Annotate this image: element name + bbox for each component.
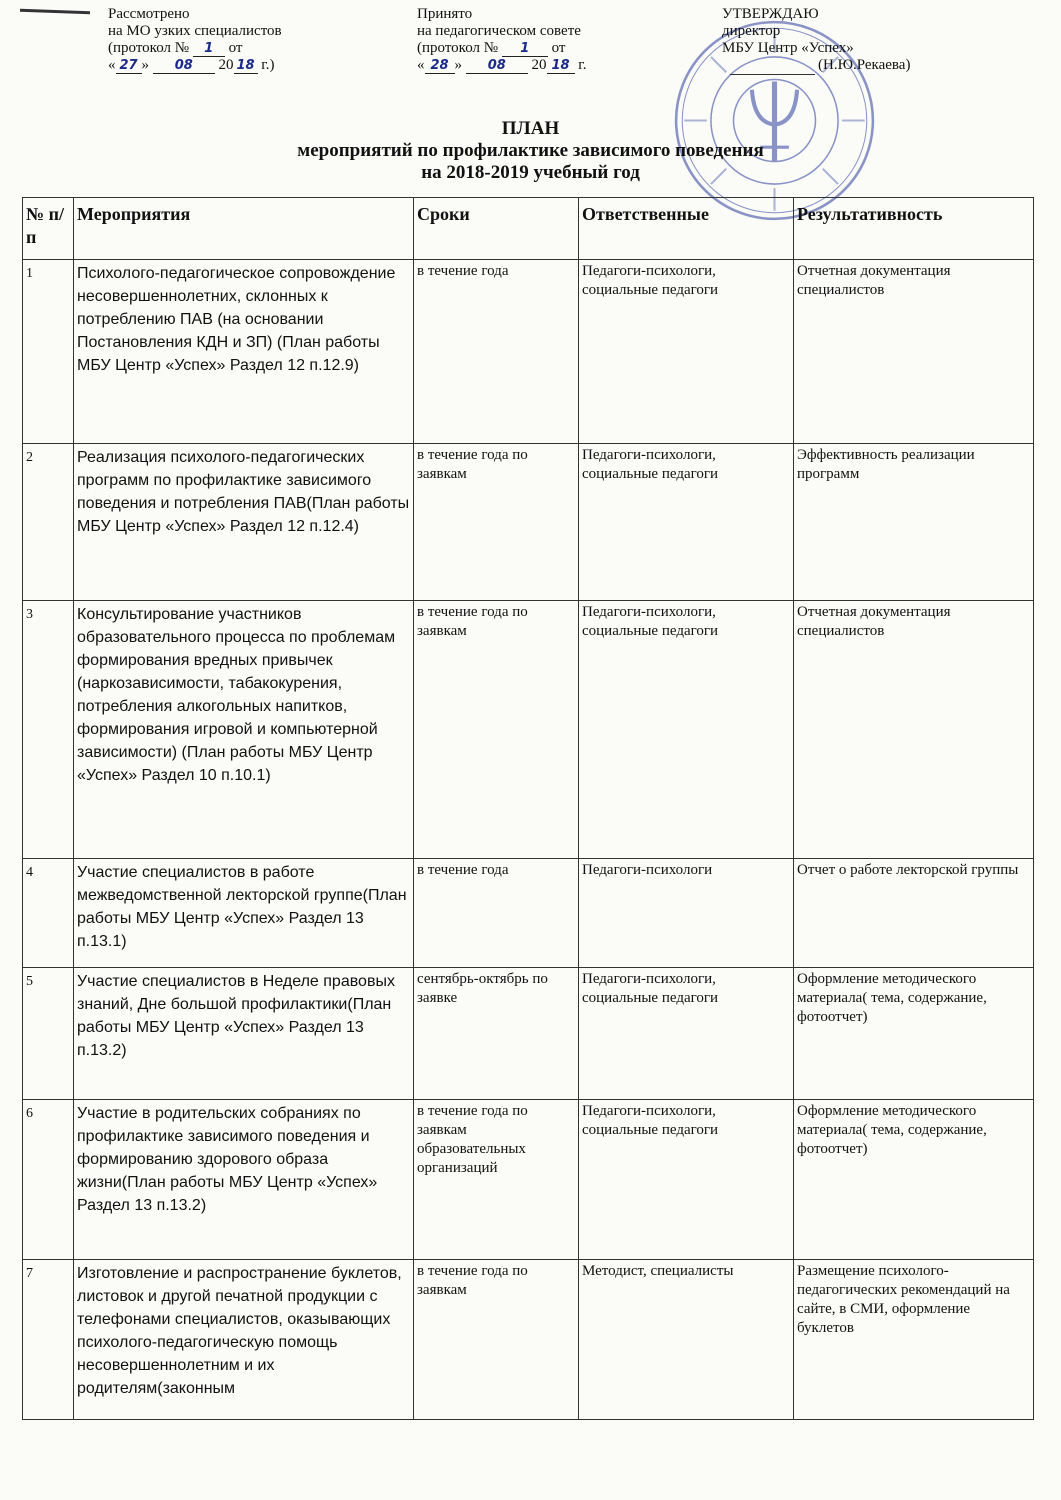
header-accepted xyxy=(417,6,586,74)
header-result: Результативность xyxy=(794,198,1034,260)
table-row xyxy=(23,968,1034,1100)
row-responsible: Педагоги-психологи, социальные педагоги xyxy=(579,601,794,859)
header-number: № п/п xyxy=(23,198,74,260)
row-term: сентябрь-октябрь по заявке xyxy=(414,968,579,1100)
date-month: 08 xyxy=(466,59,528,74)
row-number: 7 xyxy=(23,1260,74,1420)
approved-signature-name: (Н.Ю.Рекаева) xyxy=(818,57,911,73)
table-row xyxy=(23,444,1034,601)
row-activity: Участие специалистов в работе межведомственной лекторской группе(План работы МБУ Центр «Успех» Раздел 13 п.13.1) xyxy=(74,859,414,968)
header-responsible: Ответственные xyxy=(579,198,794,260)
considered-body: на МО узких специалистов xyxy=(108,23,282,39)
row-result: Отчет о работе лекторской группы xyxy=(794,859,1034,968)
row-number: 6 xyxy=(23,1100,74,1260)
row-responsible: Педагоги-психологи, социальные педагоги xyxy=(579,1100,794,1260)
date-day: 28 xyxy=(425,59,455,74)
signature-line xyxy=(730,74,815,75)
date-year: 18 xyxy=(547,59,575,74)
accepted-body: на педагогическом совете xyxy=(417,23,581,39)
row-term: в течение года по заявкам образовательных организаций xyxy=(414,1100,579,1260)
approved-position: директор xyxy=(722,23,781,39)
row-result: Отчетная документация специалистов xyxy=(794,601,1034,859)
approved-title: УТВЕРЖДАЮ xyxy=(722,6,819,22)
row-result: Размещение психолого-педагогических рекомендаций на сайте, в СМИ, оформление буклетов xyxy=(794,1260,1034,1420)
row-activity: Консультирование участников образовательного процесса по проблемам формирования вредных привычек (наркозависимости, табакокурения, потребления алкогольных напитков, формирования игровой и компьютерной зависимости) (План работы МБУ Центр «Успех» Раздел 10 п.10.1) xyxy=(74,601,414,859)
table-row xyxy=(23,601,1034,859)
row-activity: Изготовление и распространение буклетов, листовок и другой печатной продукции с телефонами специалистов, оказывающих психолого-педагогическую помощь несовершеннолетним и их родителям(законным xyxy=(74,1260,414,1420)
protocol-number: 1 xyxy=(193,42,225,57)
table-row xyxy=(23,260,1034,444)
document-title: ПЛАН xyxy=(501,118,560,139)
table-header-row xyxy=(23,198,1034,260)
document-year: на 2018-2019 учебный год xyxy=(421,162,640,183)
row-activity: Участие специалистов в Неделе правовых знаний, Дне большой профилактики(План работы МБУ Центр «Успех» Раздел 13 п.13.2) xyxy=(74,968,414,1100)
accepted-date: « 28 » 08 20 18 г. xyxy=(417,57,587,73)
accepted-protocol: (протокол № 1 от xyxy=(417,40,566,56)
row-term: в течение года по заявкам xyxy=(414,601,579,859)
row-responsible: Педагоги-психологи, социальные педагоги xyxy=(579,968,794,1100)
row-term: в течение года по заявкам xyxy=(414,444,579,601)
row-activity: Реализация психолого-педагогических программ по профилактике зависимого поведения и потребления ПАВ(План работы МБУ Центр «Успех» Раздел 12 п.12.4) xyxy=(74,444,414,601)
date-day: 27 xyxy=(116,59,142,74)
row-result: Оформление методического материала( тема, содержание, фотоотчет) xyxy=(794,968,1034,1100)
approved-org: МБУ Центр «Успех» xyxy=(722,40,854,56)
row-responsible: Педагоги-психологи xyxy=(579,859,794,968)
considered-date: « 27 » 08 20 18 г.) xyxy=(108,57,275,73)
row-number: 4 xyxy=(23,859,74,968)
row-number: 2 xyxy=(23,444,74,601)
pen-mark xyxy=(20,9,90,14)
row-activity: Участие в родительских собраниях по профилактике зависимого поведения и формированию здорового образа жизни(План работы МБУ Центр «Успех» Раздел 13 п.13.2) xyxy=(74,1100,414,1260)
plan-table xyxy=(22,197,1034,1420)
row-result: Отчетная документация специалистов xyxy=(794,260,1034,444)
table-row xyxy=(23,1100,1034,1260)
table-row xyxy=(23,859,1034,968)
header-approved xyxy=(722,6,910,74)
header-considered xyxy=(108,6,282,74)
row-responsible: Педагоги-психологи, социальные педагоги xyxy=(579,444,794,601)
row-responsible: Педагоги-психологи, социальные педагоги xyxy=(579,260,794,444)
row-number: 3 xyxy=(23,601,74,859)
date-month: 08 xyxy=(153,59,215,74)
considered-protocol: (протокол № 1 от xyxy=(108,40,243,56)
row-number: 5 xyxy=(23,968,74,1100)
protocol-number: 1 xyxy=(502,42,548,57)
row-responsible: Методист, специалисты xyxy=(579,1260,794,1420)
header-terms: Сроки xyxy=(414,198,579,260)
date-year: 18 xyxy=(234,59,258,74)
row-number: 1 xyxy=(23,260,74,444)
row-activity: Психолого-педагогическое сопровождение несовершеннолетних, склонных к потреблению ПАВ (на основании Постановления КДН и ЗП) (План работы МБУ Центр «Успех» Раздел 12 п.12.9) xyxy=(74,260,414,444)
row-term: в течение года xyxy=(414,260,579,444)
header-activities: Мероприятия xyxy=(74,198,414,260)
row-result: Эффективность реализации программ xyxy=(794,444,1034,601)
accepted-title: Принято xyxy=(417,6,473,22)
table-row xyxy=(23,1260,1034,1420)
row-term: в течение года по заявкам xyxy=(414,1260,579,1420)
row-result: Оформление методического материала( тема, содержание, фотоотчет) xyxy=(794,1100,1034,1260)
considered-title: Рассмотрено xyxy=(108,6,190,22)
row-term: в течение года xyxy=(414,859,579,968)
document-subtitle: мероприятий по профилактике зависимого поведения xyxy=(297,140,764,161)
